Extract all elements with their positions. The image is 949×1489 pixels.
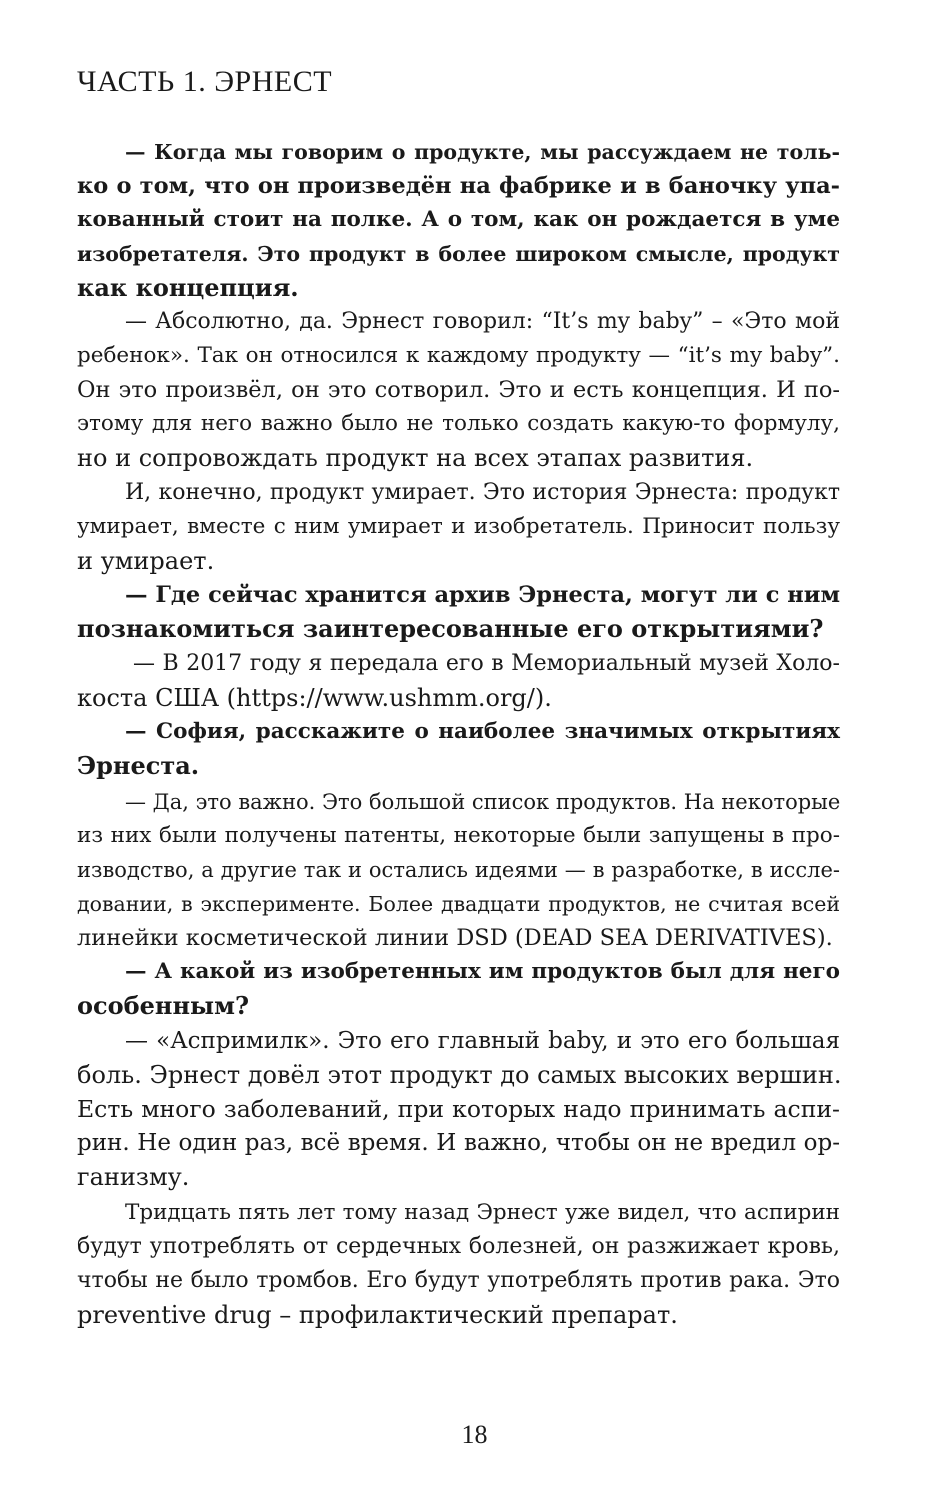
answer-line: из них были получены патенты, некоторые были запущены в про-	[77, 823, 840, 848]
answer-line: ганизму.	[77, 1163, 190, 1191]
answer-line: этому для него важно было не только создать какую-то формулу,	[77, 411, 840, 436]
answer-line: — В 2017 году я передала его в Мемориальный музей Холо-	[133, 651, 840, 676]
answer-line: боль. Эрнест довёл этот продукт до самых высоких вершин.	[77, 1061, 842, 1089]
chapter-header: ЧАСТЬ 1. ЭРНЕСТ	[77, 65, 333, 98]
answer-line: И, конечно, продукт умирает. Это история Эрнеста: продукт	[125, 480, 840, 505]
answer-line: Тридцать пять лет тому назад Эрнест уже видел, что аспирин	[125, 1200, 840, 1225]
question-line: — София, расскажите о наиболее значимых открытиях	[125, 719, 840, 744]
answer-line: линейки косметической линии DSD (DEAD SEA DERIVATIVES).	[77, 925, 833, 951]
question-line: — Где сейчас хранится архив Эрнеста, могут ли с ним	[125, 582, 840, 608]
answer-line: изводство, а другие так и остались идеями — в разработке, в иссле-	[77, 858, 840, 882]
answer-line: preventive drug – профилактический препарат.	[77, 1301, 678, 1329]
answer-line: Есть много заболеваний, при которых надо принимать аспи-	[77, 1095, 840, 1123]
question-line: как концепция.	[77, 273, 299, 302]
answer-line: ребенок». Так он относился к каждому продукту — “it’s my baby”.	[77, 343, 840, 368]
answer-line: будут употреблять от сердечных болезней, он разжижает кровь,	[77, 1234, 840, 1259]
answer-line: Он это произвёл, он это сотворил. Это и есть концепция. И по-	[77, 377, 840, 403]
answer-line: но и сопровождать продукт на всех этапах развития.	[77, 444, 754, 472]
answer-line: умирает, вместе с ним умирает и изобретатель. Приносит пользу	[77, 514, 840, 539]
answer-line: рин. Не один раз, всё время. И важно, чтобы он не вредил ор-	[77, 1130, 840, 1156]
question-line: кованный стоит на полке. А о том, как он рождается в уме	[77, 207, 840, 232]
question-line: — Когда мы говорим о продукте, мы рассуждаем не толь-	[125, 140, 840, 164]
answer-line: коста США (https://www.ushmm.org/).	[77, 684, 552, 712]
answer-line: и умирает.	[77, 547, 215, 575]
page-number: 18	[461, 1420, 488, 1449]
question-line: познакомиться заинтересованные его открытиями?	[77, 614, 824, 643]
answer-line: — «Аспримилк». Это его главный baby, и это его большая	[125, 1028, 840, 1054]
question-line: изобретателя. Это продукт в более широком смысле, продукт	[77, 242, 840, 266]
answer-line: — Абсолютно, да. Эрнест говорил: “It’s my baby” – «Это мой	[125, 309, 840, 334]
question-line: ко о том, что он произведён на фабрике и в баночку упа-	[77, 173, 840, 199]
answer-line: довании, в эксперименте. Более двадцати продуктов, не считая всей	[77, 892, 840, 916]
answer-line: чтобы не было тромбов. Его будут употреблять против рака. Это	[77, 1268, 840, 1293]
answer-line: — Да, это важно. Это большой список продуктов. На некоторые	[125, 790, 841, 814]
question-line: особенным?	[77, 991, 250, 1020]
question-line: Эрнеста.	[77, 751, 200, 780]
question-line: — А какой из изобретенных им продуктов был для него	[125, 959, 840, 984]
